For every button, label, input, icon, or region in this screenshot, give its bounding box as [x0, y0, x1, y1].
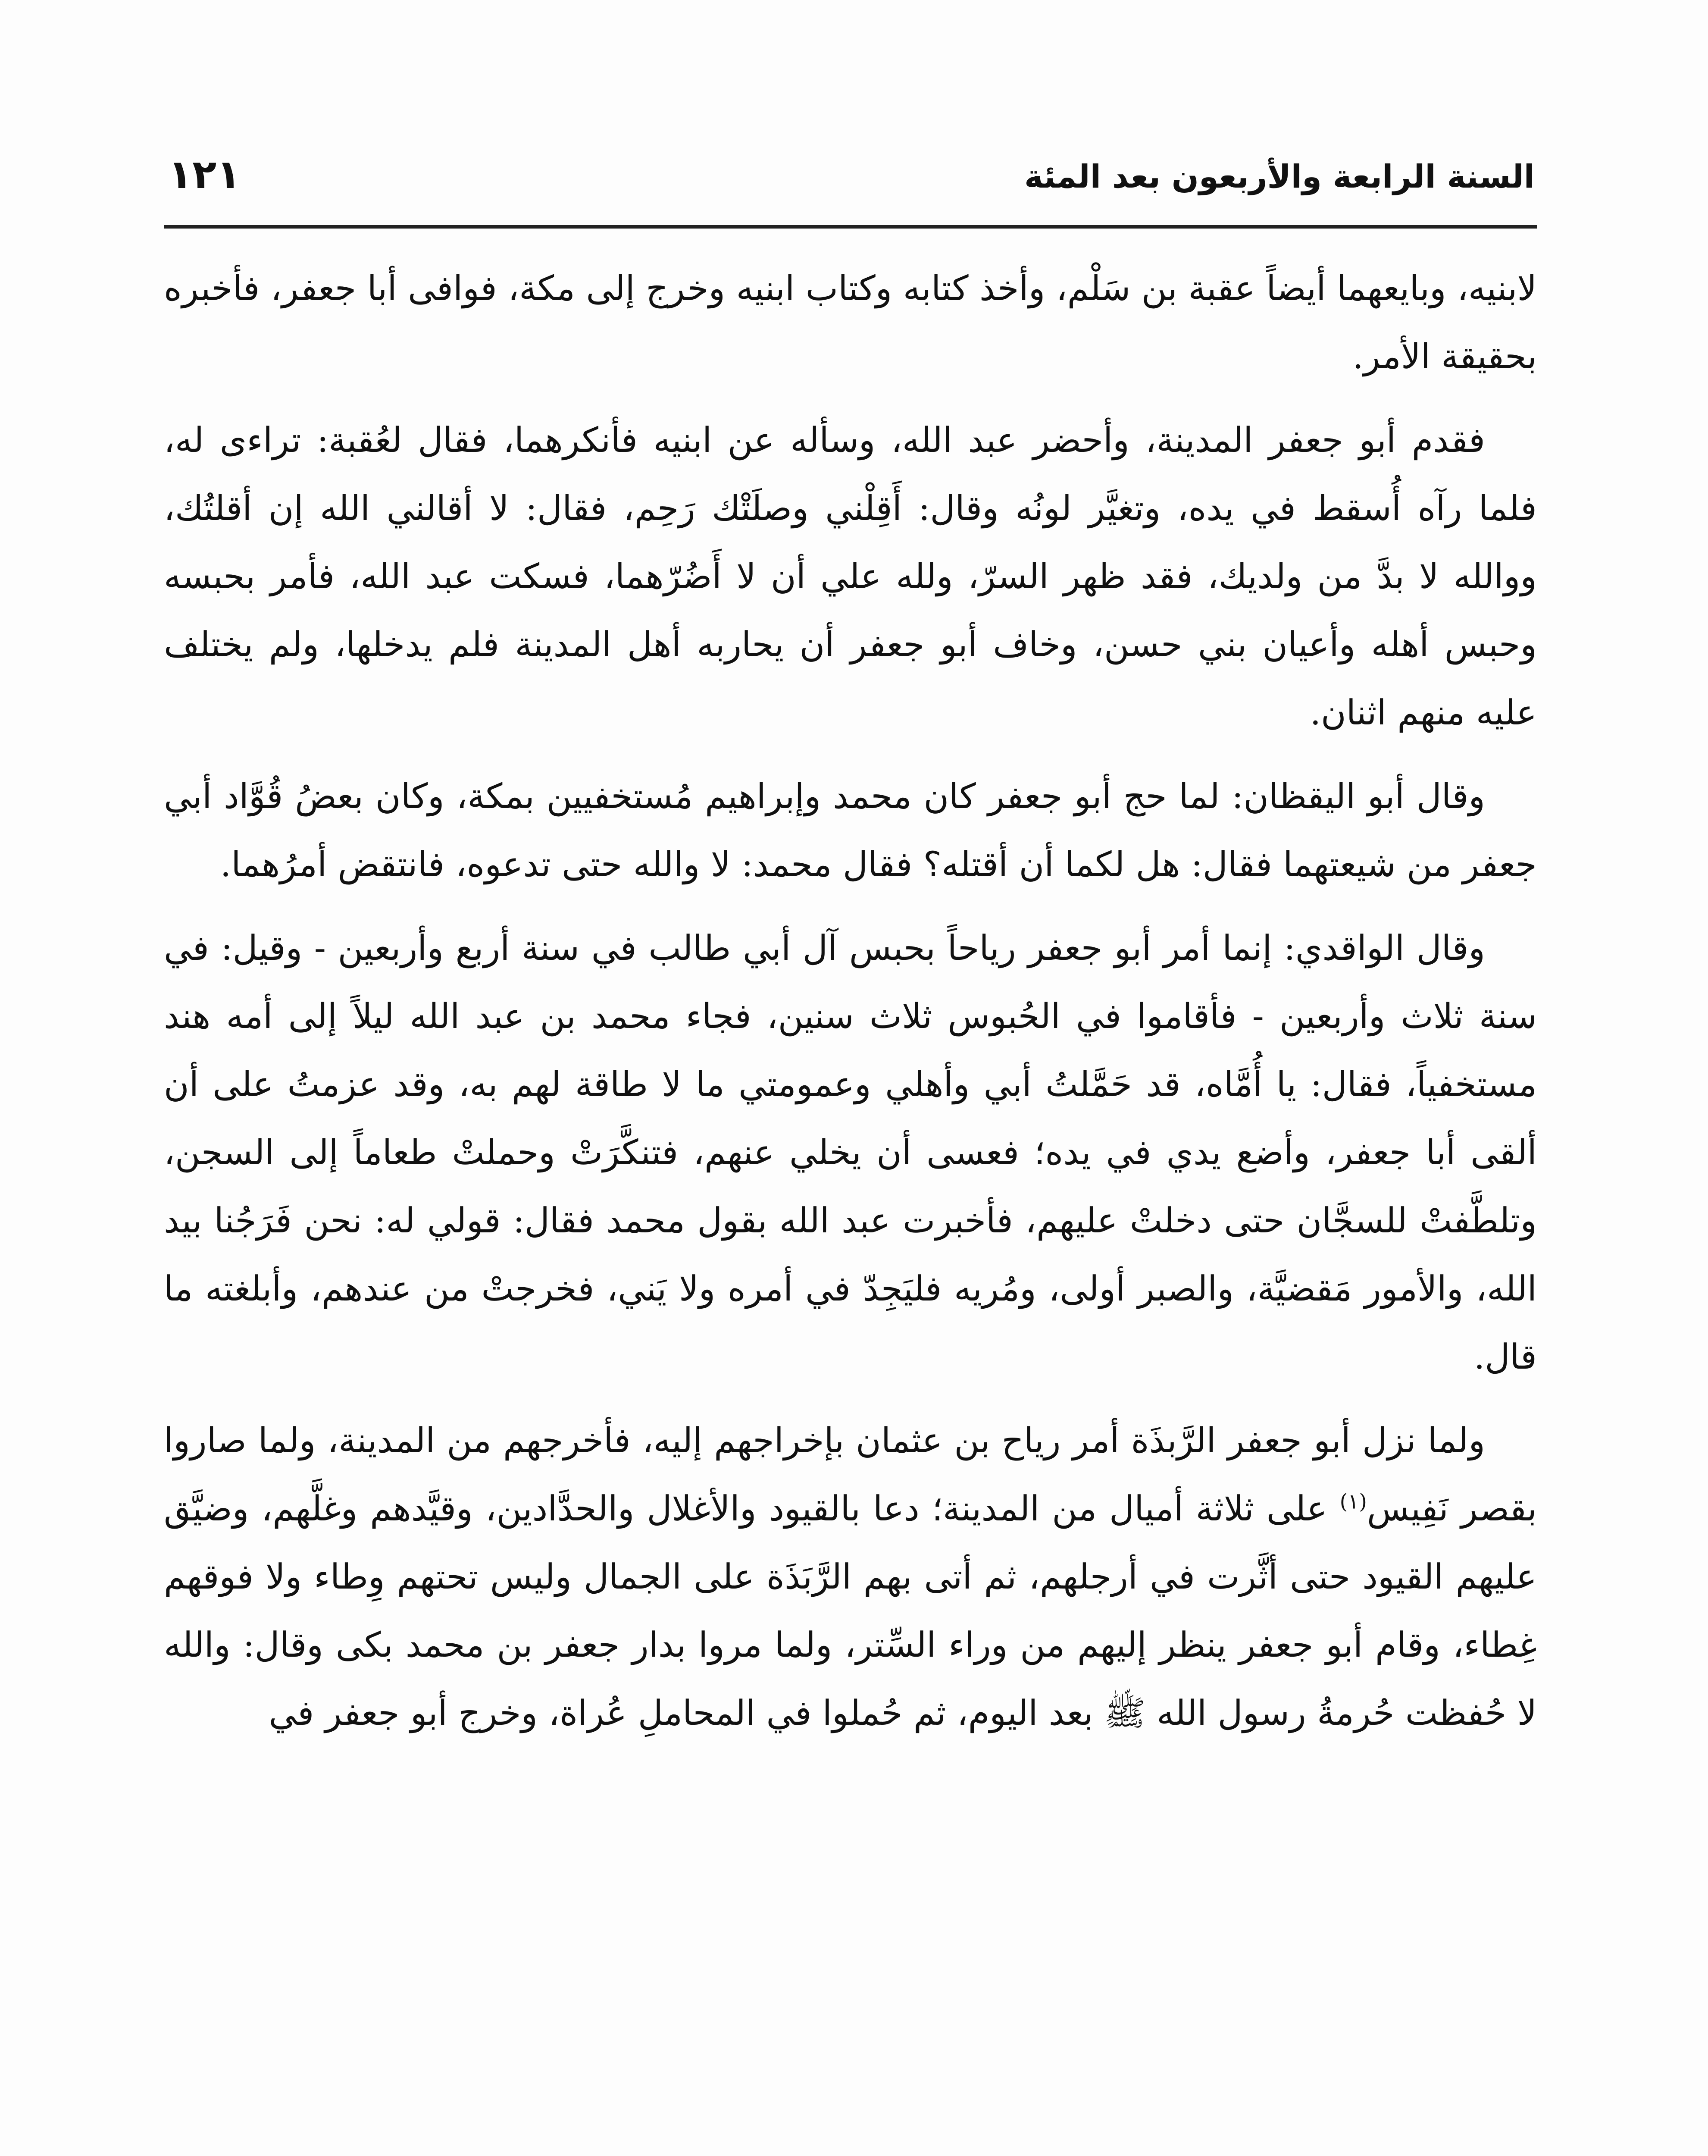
header-divider [164, 225, 1537, 229]
paragraph-4: وقال الواقدي: إنما أمر أبو جعفر رياحاً بحبس آل أبي طالب في سنة أربع وأربعين - وقيل: في سنة ثلاث وأربعين - فأقاموا في الحُبوس ثلاث سنين، فجاء محمد بن عبد الله ليلاً إلى أمه هند مستخفياً، فقال: يا أُمَّاه، قد حَمَّلتُ أبي وأهلي وعمومتي ما لا طاقة لهم به، وقد عزمتُ على أن ألقى أبا جعفر، وأضع يدي في يده؛ فعسى أن يخلي عنهم، فتنكَّرَتْ وحملتْ طعاماً إلى السجن، وتلطَّفتْ للسجَّان حتى دخلتْ عليهم، فأخبرت عبد الله بقول محمد فقال: قولي له: نحن فَرَجُنا بيد الله، والأمور مَقضيَّة، والصبر أولى، ومُريه فليَجِدّ في أمره ولا يَني، فخرجتْ من عندهم، وأبلغته ما قال. [164, 928, 1537, 1377]
paragraph-5 [164, 1407, 1537, 1747]
paragraph-3: وقال أبو اليقظان: لما حج أبو جعفر كان محمد وإبراهيم مُستخفيين بمكة، وكان بعضُ قُوَّاد أبي جعفر من شيعتهما فقال: هل لكما أن أقتله؟ فقال محمد: لا والله حتى تدعوه، فانتقض أمرُهما. [164, 776, 1537, 884]
paragraph-2: فقدم أبو جعفر المدينة، وأحضر عبد الله، وسأله عن ابنيه فأنكرهما، فقال لعُقبة: تراءى له، فلما رآه أُسقط في يده، وتغيَّر لونُه وقال: أَقِلْني وصلَتْك رَحِم، فقال: لا أقالني الله إن أقلتُك، ووالله لا بدَّ من ولديك، فقد ظهر السرّ، ولله علي أن لا أَضُرّهما، فسكت عبد الله، فأمر بحبسه وحبس أهله وأعيان بني حسن، وخاف أبو جعفر أن يحاربه أهل المدينة فلم يدخلها، ولم يختلف عليه منهم اثنان. [164, 420, 1537, 733]
paragraph-1: لابنيه، وبايعهما أيضاً عقبة بن سَلْم، وأخذ كتابه وكتاب ابنيه وخرج إلى مكة، فوافى أبا جعفر، فأخبره بحقيقة الأمر. [164, 268, 1537, 376]
footnote-reference: (١) [1339, 1489, 1367, 1514]
running-title: السنة الرابعة والأربعون بعد المئة [1024, 158, 1535, 195]
main-text [164, 254, 1537, 1763]
page-number: ١٢١ [168, 151, 241, 197]
running-header [168, 153, 1535, 205]
paragraph-5-part-2: على ثلاثة أميال من المدينة؛ دعا بالقيود والأغلال والحدَّادين، وقيَّدهم وغلَّهم، وضيَّق عليهم القيود حتى أثَّرت في أرجلهم، ثم أتى بهم الرَّبَذَة على الجمال وليس تحتهم وِطاء ولا فوقهم غِطاء، وقام أبو جعفر ينظر إليهم من وراء السِّتر، ولما مروا بدار جعفر بن محمد بكى وقال: والله لا حُفظت حُرمةُ رسول الله ﷺ بعد اليوم، ثم حُملوا في المحاملِ عُراة، وخرج أبو جعفر في [164, 1489, 1537, 1733]
paragraph-5-part-1: ولما نزل أبو جعفر الرَّبذَة أمر رياح بن عثمان بإخراجهم إليه، فأخرجهم من المدينة، ولما صاروا بقصر نَفِيس [164, 1420, 1537, 1529]
